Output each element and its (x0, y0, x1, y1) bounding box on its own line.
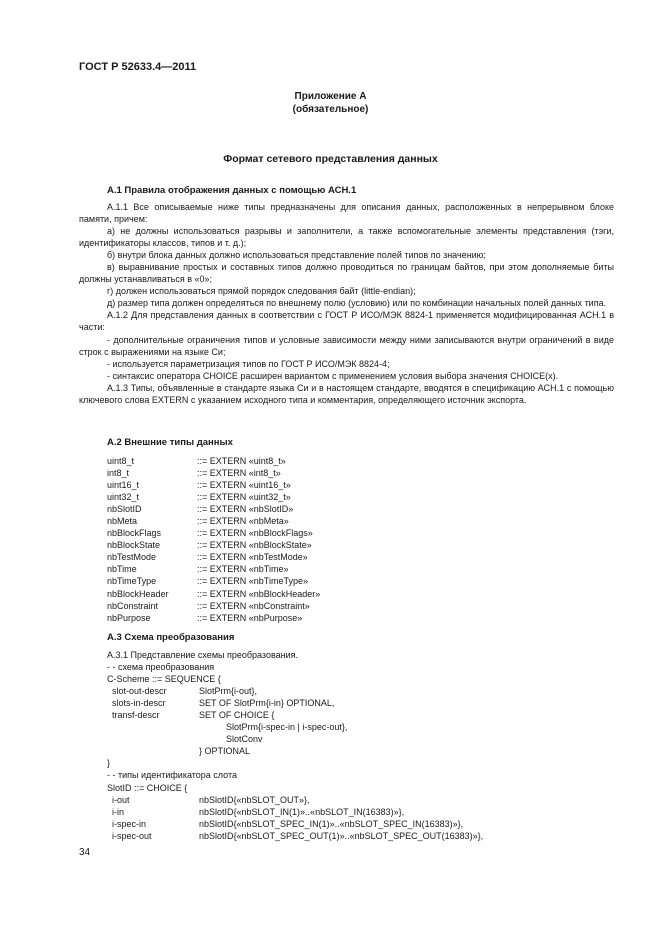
code-line (107, 830, 627, 842)
paragraph: А.1.2 Для представления данных в соответствии с ГОСТ Р ИСО/МЭК 8824-1 применяется модифицированная АСН.1 в части: (79, 310, 614, 333)
code-line (107, 745, 627, 757)
type-name: int8_t (107, 468, 130, 479)
code-line (107, 649, 627, 661)
type-row (107, 515, 320, 527)
code-text: } (107, 758, 111, 769)
type-row (107, 600, 320, 612)
code-text: i-spec-in (112, 818, 147, 829)
code-line (107, 782, 627, 794)
type-name: nbBlockHeader (107, 588, 169, 599)
paragraph: а) не должны использоваться разрывы и заполнители, а также вспомогательные элементы представления (тэги, идентификаторы классов, типов и т. д.); (79, 226, 614, 249)
type-row (107, 539, 320, 551)
type-name: nbTestMode (107, 552, 157, 563)
paragraph: б) внутри блока данных должно использоваться представление полей типов по значению; (107, 250, 486, 261)
type-row (107, 527, 320, 539)
code-text: slots-in-descr (112, 698, 166, 709)
code-text-def: SET OF SlotPrm{i-in} OPTIONAL, (199, 698, 335, 709)
type-name: nbBlockFlags (107, 528, 162, 539)
paragraph: - используется параметризация типов по ГОСТ Р ИСО/МЭК 8824-4; (107, 358, 390, 369)
paragraph: А.1.3 Типы, объявленные в стандарте языка Си и в настоящем стандарте, вводятся в спецификацию АСН.1 с помощью ключевого слова EXTERN с указанием исходного типа и комментария, определяющего источник экспорта. (79, 382, 614, 405)
type-name: uint8_t (107, 456, 135, 466)
paragraph: - дополнительные ограничения типов и условные зависимости между ними записываются внутри ограничений в виде строк с выражениями на языке Си; (79, 334, 614, 357)
code-text-def: nbSlotID{«nbSLOT_SPEC_OUT(1)»..«nbSLOT_SPEC_OUT(16383)»}, (199, 830, 484, 841)
code-text: C-Scheme ::= SEQUENCE { (107, 674, 221, 685)
code-text: i-in (112, 806, 125, 817)
code-text: i-spec-out (112, 830, 152, 841)
type-def: ::= EXTERN «nbTestMode» (197, 552, 308, 563)
type-row (107, 612, 320, 624)
type-name: uint16_t (107, 480, 140, 491)
code-line (107, 673, 627, 685)
paragraph: д) размер типа должен определяться по внешнему полю (условию) или по комбинации начальных полей данных типа. (107, 298, 607, 309)
code-text: - - схема преобразования (107, 662, 215, 673)
code-text-def: nbSlotID{«nbSLOT_IN(1)»..«nbSLOT_IN(16383)»}, (199, 806, 405, 817)
code-line (107, 697, 627, 709)
type-def: ::= EXTERN «nbConstraint» (197, 600, 310, 611)
type-row (107, 503, 320, 515)
section-a1-title: А.1 Правила отображения данных с помощью АСН.1 (107, 185, 357, 196)
external-types-list (107, 455, 320, 624)
type-def: ::= EXTERN «nbTime» (197, 564, 289, 575)
page-number: 34 (79, 847, 91, 858)
type-name: nbMeta (107, 516, 138, 527)
paragraph: в) выравнивание простых и составных типов должно проводиться по границам байтов, при этом дополняемые биты должны устанавливаться в «0»; (79, 262, 614, 285)
code-text-def: SET OF CHOICE { (199, 710, 275, 721)
annex-subtitle: (обязательное) (292, 104, 369, 115)
code-line (107, 733, 627, 745)
code-line (107, 661, 627, 673)
code-text-def: nbSlotID{«nbSLOT_OUT»}, (199, 794, 310, 805)
code-text: i-out (112, 794, 130, 805)
paragraph: г) должен использоваться прямой порядок следования байт (little-endian); (107, 286, 416, 297)
code-line (107, 794, 627, 806)
annex-heading: Формат сетевого представления данных (223, 153, 438, 165)
code-text: slot-out-descr (112, 686, 167, 697)
code-text: А.3.1 Представление схемы преобразования. (107, 650, 299, 660)
type-def: ::= EXTERN «uint8_t» (197, 456, 286, 466)
code-text-def: SlotPrm{i-out}, (199, 686, 258, 697)
type-def: ::= EXTERN «uint32_t» (197, 492, 291, 503)
type-name: nbTime (107, 564, 137, 575)
code-text: - - типы идентификатора слота (107, 770, 237, 781)
scheme-code-block (107, 649, 627, 842)
section-a1-body (79, 201, 614, 406)
type-row (107, 588, 320, 600)
type-row (107, 575, 320, 587)
type-def: ::= EXTERN «nbMeta» (197, 516, 289, 527)
code-text: transf-descr (112, 710, 160, 721)
code-text: SlotConv (226, 734, 263, 745)
type-def: ::= EXTERN «nbTimeType» (197, 576, 308, 587)
section-a2-title: А.2 Внешние типы данных (107, 437, 233, 448)
type-def: ::= EXTERN «nbBlockHeader» (197, 588, 321, 599)
type-row (107, 467, 320, 479)
code-line (107, 757, 627, 769)
code-line (107, 709, 627, 721)
code-line (107, 685, 627, 697)
type-def: ::= EXTERN «nbPurpose» (197, 612, 303, 623)
code-text: SlotID ::= CHOICE { (107, 782, 188, 793)
type-name: nbTimeType (107, 576, 157, 587)
code-text: SlotPrm{i-spec-in | i-spec-out}, (226, 722, 348, 733)
type-def: ::= EXTERN «int8_t» (197, 468, 281, 479)
doc-header: ГОСТ Р 52633.4—2011 (79, 61, 197, 73)
type-name: nbPurpose (107, 612, 151, 623)
type-def: ::= EXTERN «nbSlotID» (197, 504, 294, 515)
code-line (107, 818, 627, 830)
paragraph: А.1.1 Все описываемые ниже типы предназначены для описания данных, расположенных в непрерывном блоке памяти, причем: (79, 202, 614, 225)
section-a3-title: А.3 Схема преобразования (107, 632, 235, 643)
type-name: nbBlockState (107, 540, 161, 551)
code-line (107, 769, 627, 781)
type-row (107, 479, 320, 491)
code-line (107, 806, 627, 818)
type-row (107, 551, 320, 563)
paragraph: - синтаксис оператора CHOICE расширен вариантом с применением условия выбора значения CHOICE(x). (107, 370, 559, 381)
type-name: nbSlotID (107, 504, 142, 515)
code-line (107, 721, 627, 733)
code-text-def: nbSlotID{«nbSLOT_SPEC_IN(1)»..«nbSLOT_SPEC_IN(16383)»}, (199, 818, 464, 829)
code-text: } OPTIONAL (199, 746, 251, 757)
type-row (107, 455, 320, 467)
type-row (107, 563, 320, 575)
type-row (107, 491, 320, 503)
type-name: uint32_t (107, 492, 140, 503)
type-def: ::= EXTERN «nbBlockState» (197, 540, 312, 551)
type-name: nbConstraint (107, 600, 159, 611)
annex-title: Приложение А (294, 91, 367, 102)
type-def: ::= EXTERN «nbBlockFlags» (197, 528, 313, 539)
type-def: ::= EXTERN «uint16_t» (197, 480, 291, 491)
